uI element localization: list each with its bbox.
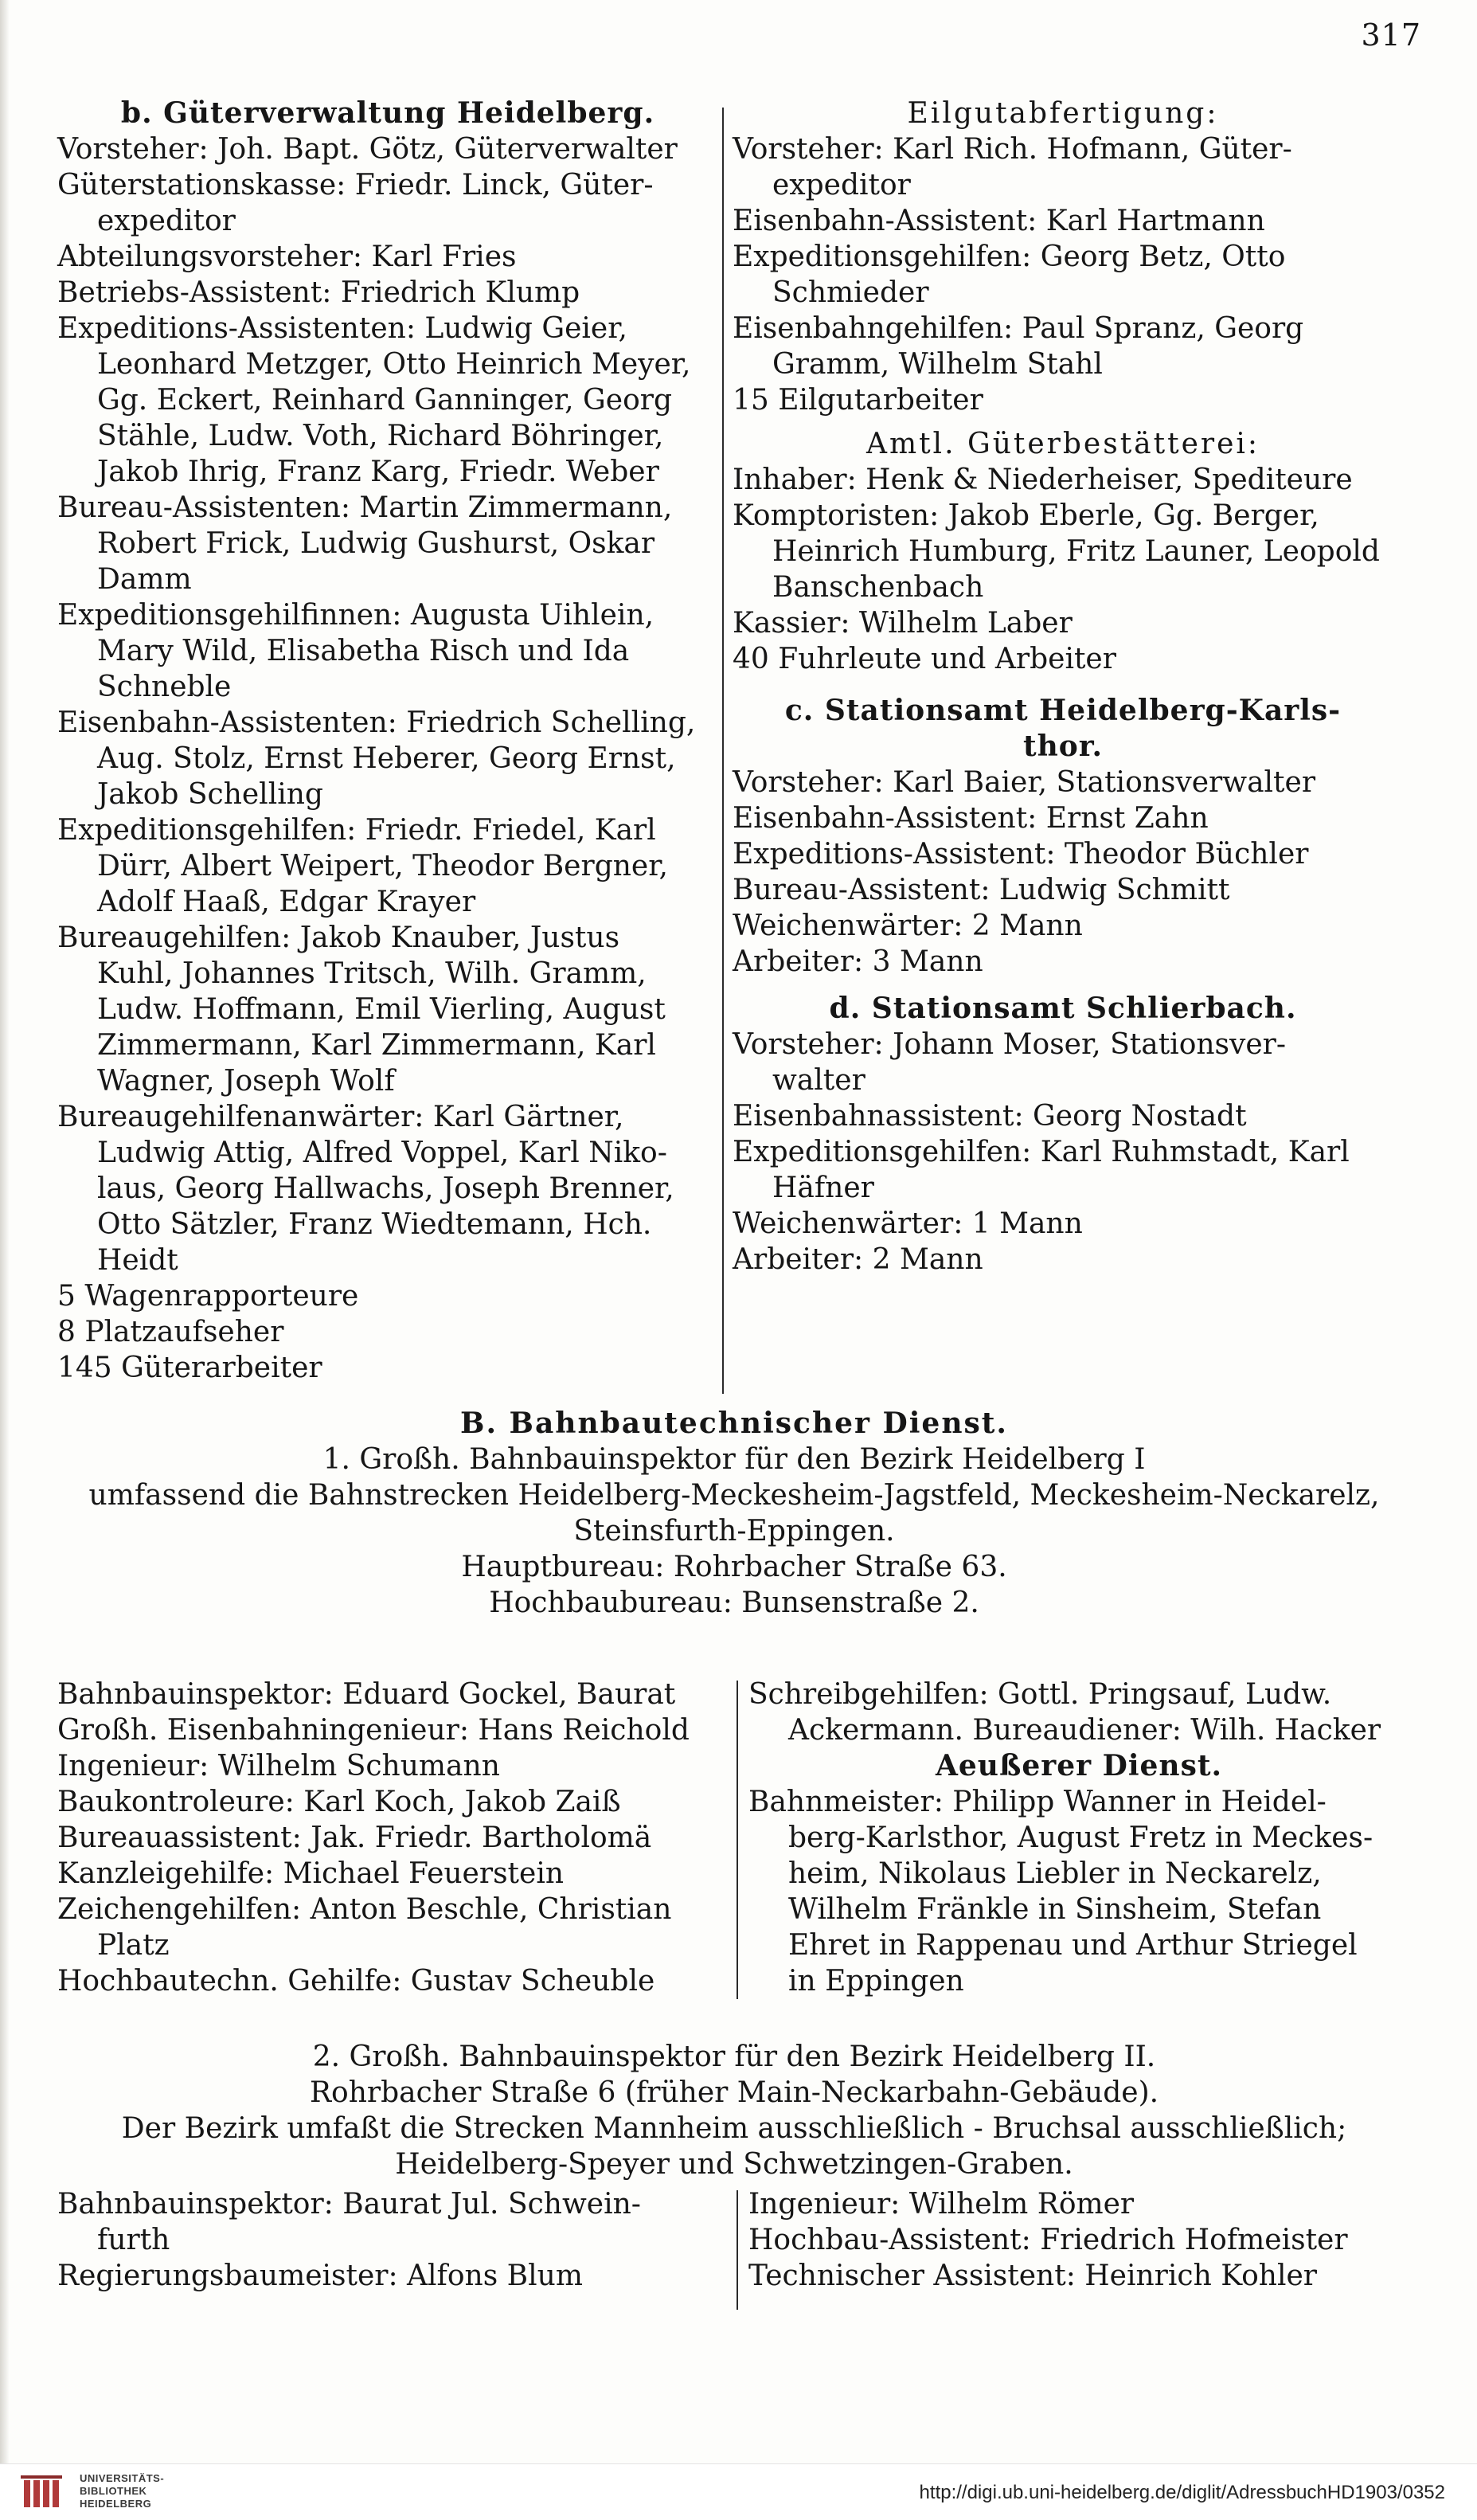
sub2-desc-2: Heidelberg-Speyer und Schwetzingen-Graben. (395, 2148, 1073, 2181)
sub1-left-line: Hochbautechn. Gehilfe: Gustav Scheuble (57, 1965, 655, 1998)
column-divider-sub1 (737, 1681, 738, 1999)
sub1-left-lines (57, 1677, 726, 1999)
gueterverwaltung-line: Aug. Stolz, Ernst Heberer, Georg Ernst, (97, 742, 676, 775)
sub1-desc-1: umfassend die Bahnstrecken Heidelberg-Meckesheim-Jagstfeld, Meckesheim-Neckarelz, (88, 1479, 1380, 1512)
gueterverwaltung-line: Stähle, Ludw. Voth, Richard Böhringer, (97, 420, 664, 452)
sub1-left-line: Kanzleigehilfe: Michael Feuerstein (57, 1857, 565, 1890)
page-number: 317 (1361, 18, 1421, 53)
sub1-title: 1. Großh. Bahnbauinspektor für den Bezirk Heidelberg I (322, 1443, 1146, 1476)
eilgut-line: Eisenbahn-Assistent: Karl Hartmann (733, 205, 1265, 237)
column-divider-top (722, 108, 724, 1394)
gueterverwaltung-line: Eisenbahn-Assistenten: Friedrich Schelling, (57, 706, 696, 739)
sub1-left-line: Platz (97, 1929, 170, 1962)
sub1-left-column (57, 1677, 726, 1999)
amtl-line: Banschenbach (772, 571, 984, 604)
amtl-line: 40 Fuhrleute und Arbeiter (733, 643, 1116, 675)
library-name-line-3: HEIDELBERG (80, 2498, 152, 2510)
gueterverwaltung-line: Gg. Eckert, Reinhard Ganninger, Georg (97, 384, 673, 417)
left-column-gueterverwaltung (57, 96, 718, 1386)
sub2-left-line: Bahnbauinspektor: Baurat Jul. Schwein- (57, 2188, 641, 2221)
eilgut-line: Expeditionsgehilfen: Georg Betz, Otto (733, 241, 1286, 273)
sub2-left-line: Regierungsbaumeister: Alfons Blum (57, 2260, 583, 2292)
schlierbach-line: walter (772, 1064, 865, 1097)
karlsthor-line: Vorsteher: Karl Baier, Stationsverwalter (733, 766, 1316, 799)
amtl-heading: Amtl. Güterbestätterei: (865, 428, 1260, 460)
eilgut-line: expeditor (772, 169, 911, 202)
sub2-right-line: Ingenieur: Wilhelm Römer (748, 2188, 1135, 2221)
sub1-left-line: Zeichengehilfen: Anton Beschle, Christian (57, 1893, 672, 1926)
sub2-right-line: Technischer Assistent: Heinrich Kohler (748, 2260, 1318, 2292)
gueterverwaltung-line: Ludwig Attig, Alfred Voppel, Karl Niko- (97, 1137, 667, 1169)
right-column (733, 96, 1393, 1278)
sub1-addr-2: Hochbaubureau: Bunsenstraße 2. (489, 1587, 979, 1619)
aeusserer-dienst-line: Ehret in Rappenau und Arthur Striegel (788, 1929, 1358, 1962)
aeusserer-dienst-line: in Eppingen (788, 1965, 964, 1998)
eilgut-line: Gramm, Wilhelm Stahl (772, 348, 1103, 381)
library-name-line-1: UNIVERSITÄTS- (80, 2472, 165, 2484)
gueterverwaltung-line: Bureau-Assistenten: Martin Zimmermann, (57, 491, 673, 524)
karlsthor-line: Weichenwärter: 2 Mann (733, 910, 1083, 942)
gueterverwaltung-line: Kuhl, Johannes Tritsch, Wilh. Gramm, (97, 957, 647, 990)
aeusserer-dienst-line: Bahnmeister: Philipp Wanner in Heidel- (748, 1786, 1327, 1818)
library-seal-icon (19, 2474, 67, 2512)
gueterverwaltung-line: Dürr, Albert Weipert, Theodor Bergner, (97, 850, 668, 882)
sub2-desc-1: Der Bezirk umfaßt die Strecken Mannheim ausschließlich - Bruchsal ausschließlich; (121, 2112, 1347, 2145)
gueterverwaltung-line: Leonhard Metzger, Otto Heinrich Meyer, (97, 348, 691, 381)
gueterverwaltung-line: Schneble (97, 671, 232, 703)
karlsthor-line: Eisenbahn-Assistent: Ernst Zahn (733, 802, 1209, 835)
gueterverwaltung-line: Ludw. Hoffmann, Emil Vierling, August (97, 993, 666, 1026)
amtl-line: Heinrich Humburg, Fritz Launer, Leopold (772, 535, 1380, 568)
aeusserer-dienst-heading: Aeußerer Dienst. (935, 1749, 1223, 1782)
sub2-left-column (57, 2186, 726, 2294)
sub1-addr-1: Hauptbureau: Rohrbacher Straße 63. (461, 1551, 1007, 1583)
eilgut-lines (733, 131, 1393, 418)
university-library-logo (11, 2472, 75, 2514)
gueterverwaltung-line: Adolf Haaß, Edgar Krayer (97, 886, 476, 918)
gueterverwaltung-line: Heidt (97, 1244, 178, 1277)
gueterverwaltung-line: Jakob Ihrig, Franz Karg, Friedr. Weber (97, 456, 659, 488)
section-heading-b: b. Güterverwaltung Heidelberg. (120, 96, 655, 130)
schlierbach-line: Expeditionsgehilfen: Karl Ruhmstadt, Karl (733, 1136, 1350, 1168)
section-heading-c-2: thor. (1022, 730, 1103, 763)
gueterverwaltung-line: laus, Georg Hallwachs, Joseph Brenner, (97, 1172, 674, 1205)
sub1-right-line: Ackermann. Bureaudiener: Wilh. Hacker (788, 1714, 1381, 1747)
gueterverwaltung-line: 145 Güterarbeiter (57, 1352, 322, 1384)
sub1-left-line: Großh. Eisenbahningenieur: Hans Reichold (57, 1714, 690, 1747)
eilgut-line: Eisenbahngehilfen: Paul Spranz, Georg (733, 312, 1304, 345)
gueterverwaltung-line: 8 Platzaufseher (57, 1316, 284, 1348)
sub2-left-line: furth (97, 2224, 170, 2256)
aeusserer-dienst-line: berg-Karlsthor, August Fretz in Meckes- (788, 1822, 1373, 1854)
sub1-right-bottom-lines (748, 1784, 1409, 1999)
gueterverwaltung-line: Abteilungsvorsteher: Karl Fries (57, 241, 517, 273)
sub1-right-column (748, 1677, 1409, 1999)
sub2-addr: Rohrbacher Straße 6 (früher Main-Neckarbahn-Gebäude). (309, 2076, 1159, 2109)
eilgut-line: Vorsteher: Karl Rich. Hofmann, Güter- (733, 133, 1292, 166)
gueterverwaltung-line: Robert Frick, Ludwig Gushurst, Oskar (97, 527, 655, 560)
schlierbach-line: Vorsteher: Johann Moser, Stationsver- (733, 1028, 1287, 1061)
section-heading-c-1: c. Stationsamt Heidelberg-Karls- (784, 694, 1342, 727)
karlsthor-line: Arbeiter: 3 Mann (733, 945, 983, 978)
sub1-right-top-lines (748, 1677, 1409, 1748)
gueterverwaltung-line: Otto Sätzler, Franz Wiedtemann, Hch. (97, 1208, 652, 1241)
gueterverwaltung-line: 5 Wagenrapporteure (57, 1280, 359, 1313)
stationsamt-schlierbach-lines (733, 1027, 1393, 1278)
section-heading-d: d. Stationsamt Schlierbach. (829, 992, 1297, 1025)
sub1-left-line: Ingenieur: Wilhelm Schumann (57, 1750, 500, 1782)
eilgut-heading: Eilgutabfertigung: (907, 97, 1219, 130)
amtl-line: Inhaber: Henk & Niederheiser, Spediteure (733, 464, 1353, 496)
gueterverwaltung-line: Bureaugehilfen: Jakob Knauber, Justus (57, 922, 620, 954)
column-divider-sub2 (737, 2190, 738, 2310)
sub1-desc-2: Steinsfurth-Eppingen. (573, 1515, 895, 1548)
gueterverwaltung-line: Vorsteher: Joh. Bapt. Götz, Güterverwalter (57, 133, 678, 166)
sub2-right-lines (748, 2186, 1409, 2294)
stationsamt-karlsthor-lines (733, 765, 1393, 980)
karlsthor-line: Expeditions-Assistent: Theodor Büchler (733, 838, 1309, 871)
aeusserer-dienst-line: heim, Nikolaus Liebler in Neckarelz, (788, 1857, 1322, 1890)
eilgut-line: Schmieder (772, 276, 929, 309)
library-name-line-2: BIBLIOTHEK (80, 2485, 147, 2497)
gueterverwaltung-line: Expeditions-Assistenten: Ludwig Geier, (57, 312, 627, 345)
sub2-left-lines (57, 2186, 726, 2294)
gueterverwaltung-line: expeditor (97, 205, 236, 237)
library-name (80, 2472, 164, 2510)
gueterverwaltung-line: Jakob Schelling (97, 778, 323, 811)
section-b-header (57, 1406, 1411, 1621)
gueterverwaltung-line: Wagner, Joseph Wolf (97, 1065, 395, 1098)
gueterverwaltung-line: Damm (97, 563, 192, 596)
gueterverwaltung-line: Zimmermann, Karl Zimmermann, Karl (97, 1029, 656, 1062)
gueterverwaltung-line: Güterstationskasse: Friedr. Linck, Güter- (57, 169, 654, 202)
schlierbach-line: Eisenbahnassistent: Georg Nostadt (733, 1100, 1247, 1133)
left-column-lines (57, 131, 718, 1386)
sub2-header (57, 2039, 1411, 2182)
footer-bar (0, 2463, 1477, 2520)
gueterverwaltung-line: Expeditionsgehilfen: Friedr. Friedel, Karl (57, 814, 656, 847)
karlsthor-line: Bureau-Assistent: Ludwig Schmitt (733, 874, 1230, 906)
sub2-title: 2. Großh. Bahnbauinspektor für den Bezirk Heidelberg II. (312, 2041, 1156, 2073)
source-url-link[interactable]: http://digi.ub.uni-heidelberg.de/diglit/AdressbuchHD1903/0352 (919, 2482, 1445, 2503)
gueterverwaltung-line: Betriebs-Assistent: Friedrich Klump (57, 276, 580, 309)
gueterverwaltung-line: Expeditionsgehilfinnen: Augusta Uihlein, (57, 599, 654, 632)
schlierbach-line: Arbeiter: 2 Mann (733, 1243, 983, 1276)
sub1-left-line: Bahnbauinspektor: Eduard Gockel, Baurat (57, 1678, 676, 1711)
schlierbach-line: Häfner (772, 1172, 874, 1204)
section-heading-B: B. Bahnbautechnischer Dienst. (460, 1407, 1008, 1440)
amtl-line: Komptoristen: Jakob Eberle, Gg. Berger, (733, 499, 1319, 532)
eilgut-line: 15 Eilgutarbeiter (733, 384, 983, 417)
schlierbach-line: Weichenwärter: 1 Mann (733, 1207, 1083, 1240)
sub1-left-line: Baukontroleure: Karl Koch, Jakob Zaiß (57, 1786, 621, 1818)
sub2-right-column (748, 2186, 1409, 2294)
gueterverwaltung-line: Mary Wild, Elisabetha Risch und Ida (97, 635, 630, 667)
amtl-line: Kassier: Wilhelm Laber (733, 607, 1073, 640)
sub2-right-line: Hochbau-Assistent: Friedrich Hofmeister (748, 2224, 1348, 2256)
sub1-right-line: Schreibgehilfen: Gottl. Pringsauf, Ludw. (748, 1678, 1332, 1711)
aeusserer-dienst-line: Wilhelm Fränkle in Sinsheim, Stefan (788, 1893, 1322, 1926)
amtl-lines (733, 462, 1393, 677)
scan-edge (0, 0, 10, 2520)
gueterverwaltung-line: Bureaugehilfenanwärter: Karl Gärtner, (57, 1101, 624, 1133)
sub1-left-line: Bureauassistent: Jak. Friedr. Bartholomä (57, 1822, 652, 1854)
